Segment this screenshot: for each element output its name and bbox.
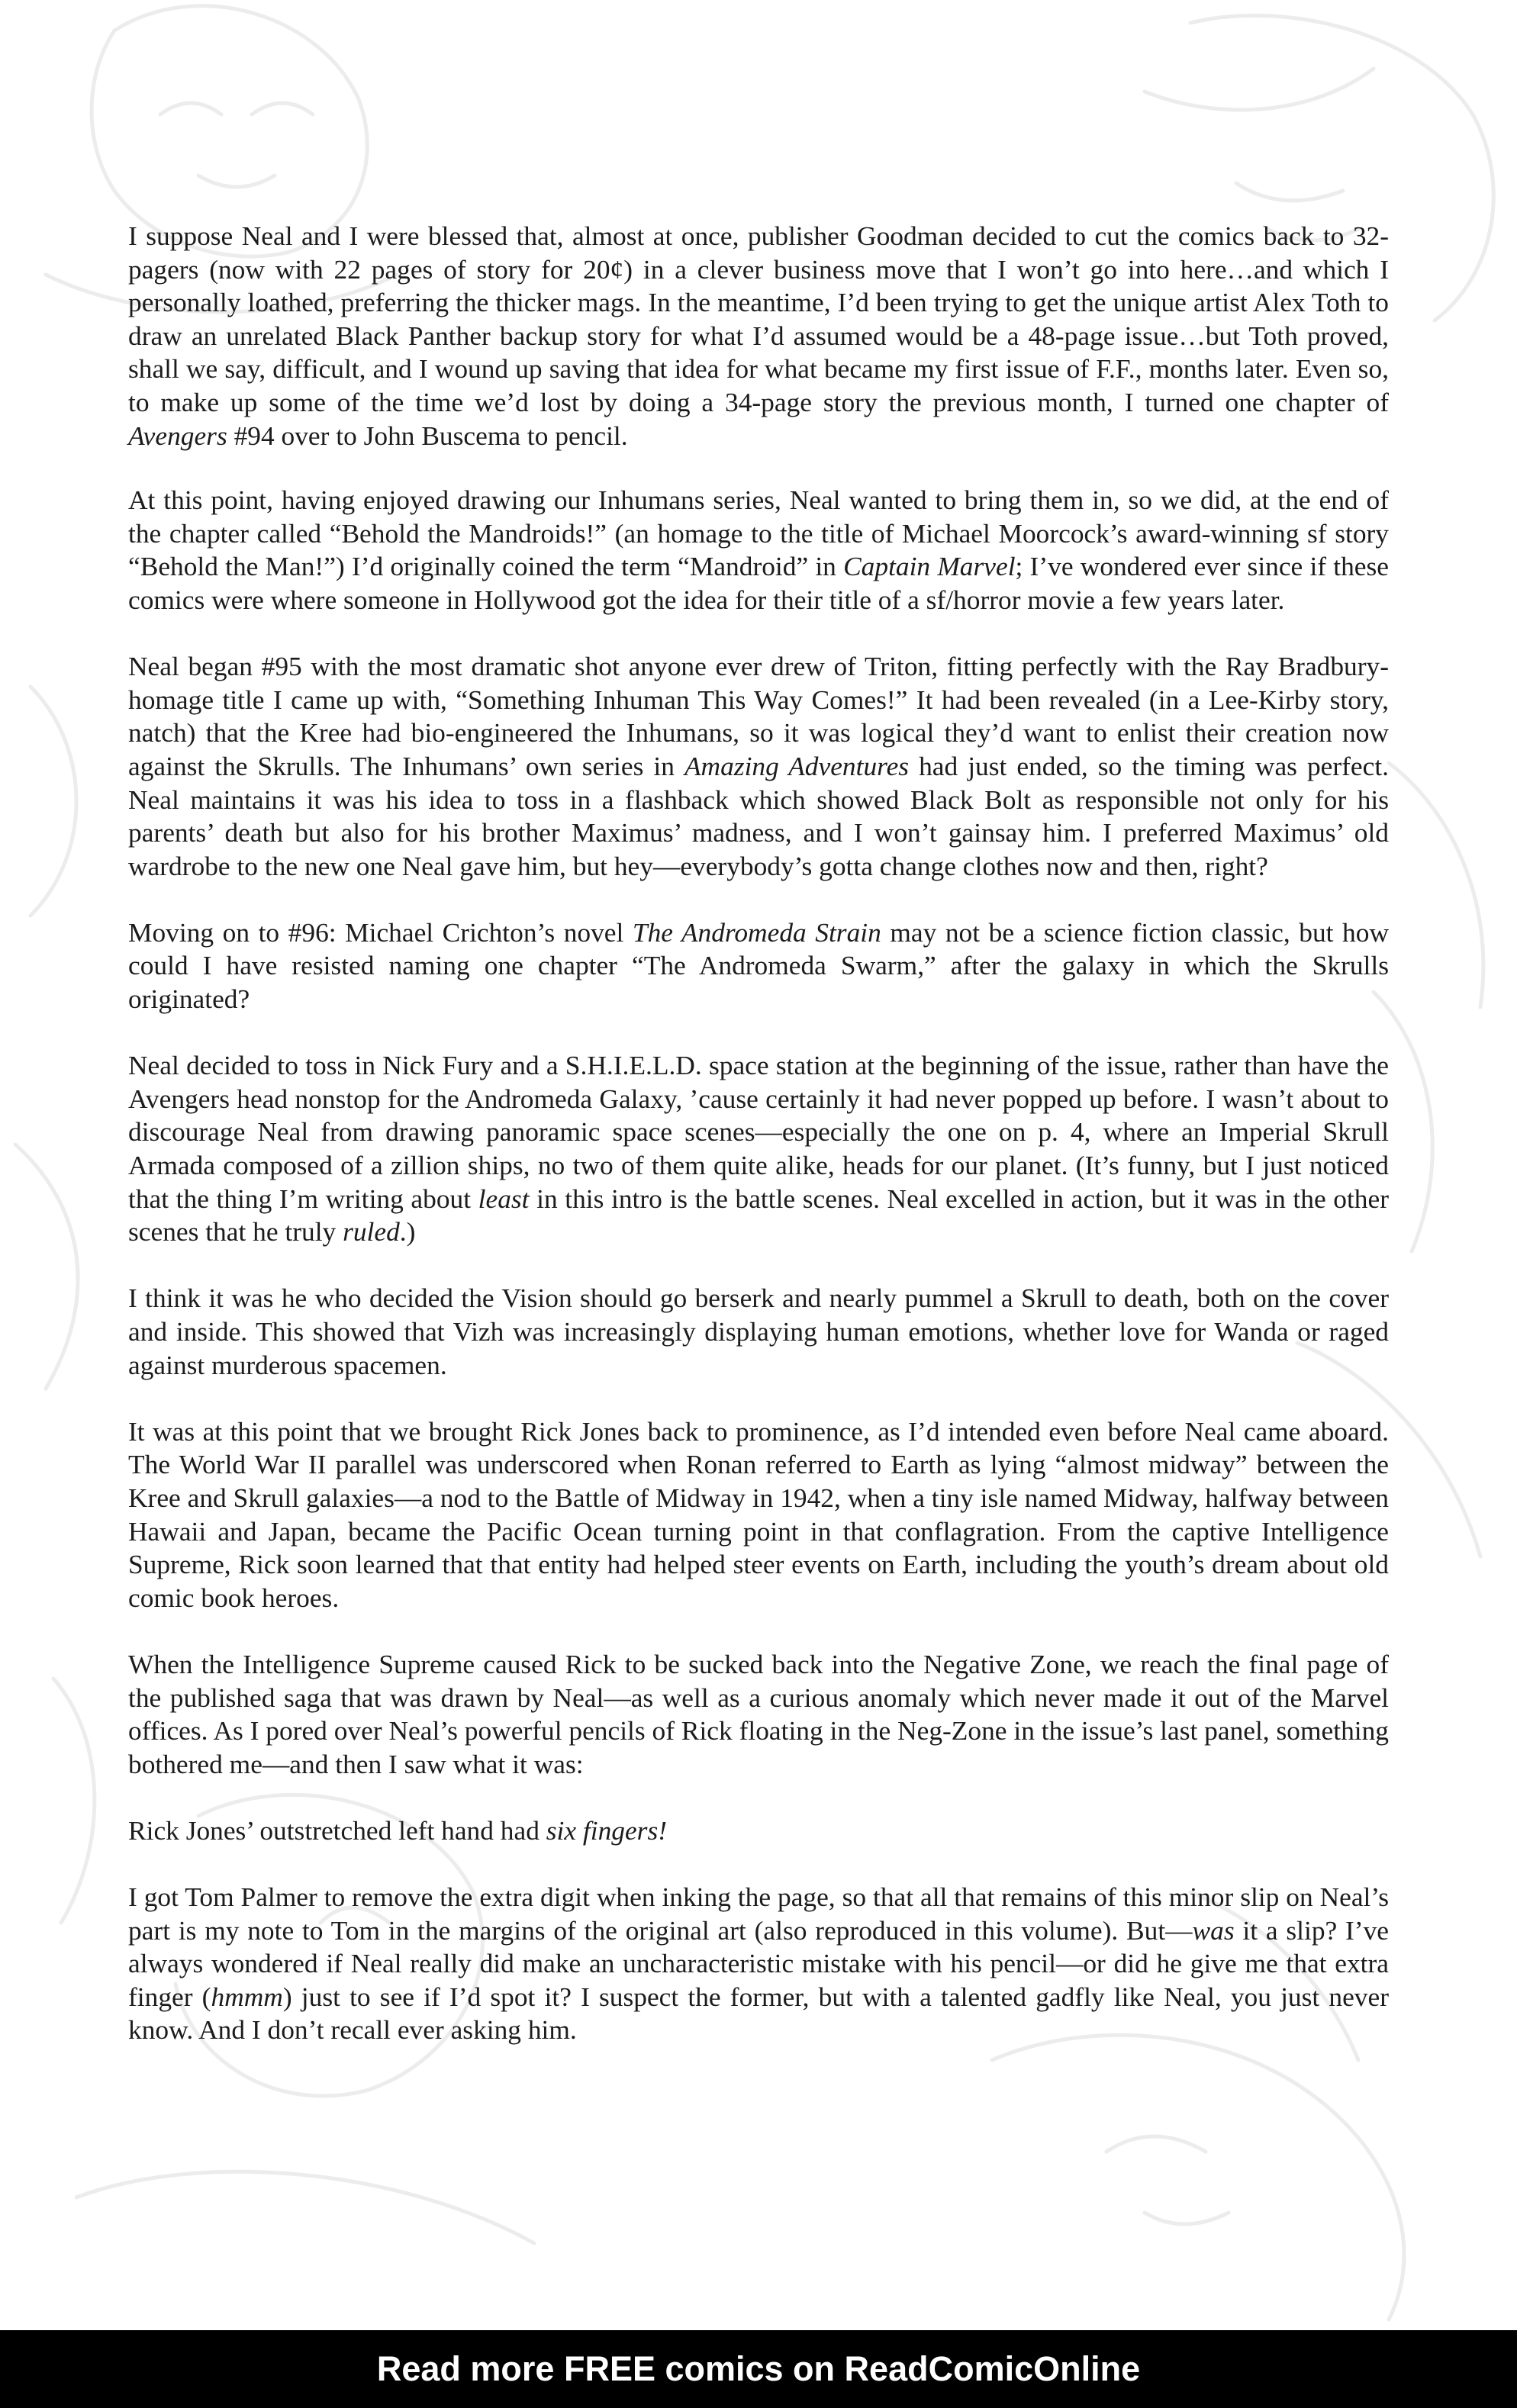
text-run: I think it was he who decided the Vision should go berserk and nearly pummel a Skrull to death, both on the cover and inside. This showed that Vizh was increasingly displaying human emotions, whether love for Wanda or raged against murderous spacemen.: [128, 1283, 1389, 1380]
text-run: #94 over to John Buscema to pencil.: [227, 420, 628, 451]
text-run: I suppose Neal and I were blessed that, almost at once, publisher Goodman decided to cut the comics back to 32-pagers (now with 22 pages of story for 20¢) in a clever business move that I won’t go into here…and which I personally loathed, preferring the thicker mags. In the meantime, I’d been trying to get the unique artist Alex Toth to draw an unrelated Black Panther backup story for what I’d assumed would be a 48-page issue…but Toth proved, shall we say, difficult, and I wound up saving that idea for what became my first issue of F.F., months later. Even so, to make up some of the time we’d lost by doing a 34-page story the previous month, I turned one chapter of: [128, 221, 1389, 417]
text-run: may not be a science fiction classic, but how could I have resisted naming one chapter “The Andromeda Swarm,” after the galaxy in which the Skrulls originated?: [128, 916, 1389, 1015]
text-run: had just ended, so the timing was perfect. Neal maintains it was his idea to toss in a flashback which showed Black Bolt as responsible not only for his parents’ death but also for his brother Maximus’ madness, and I won’t gainsay him. I preferred Maximus’ old wardrobe to the new one Neal gave him, but hey—everybody’s gotta change clothes now and then, right?: [128, 750, 1390, 881]
italic-text-run: six fingers!: [546, 1814, 668, 1846]
italic-text-run: least: [478, 1183, 530, 1214]
text-run: .): [399, 1216, 416, 1247]
article-paragraph: [128, 220, 1389, 452]
text-run: It was at this point that we brought Rick Jones back to prominence, as I’d intended even before Neal came aboard. The World War II parallel was underscored when Ronan referred to Earth as lying “almost midway” between the Kree and Skrull galaxies—a nod to the Battle of Midway in 1942, when a tiny isle named Midway, halfway between Hawaii and Japan, became the Pacific Ocean turning point in that conflagration. From the captive Intelligence Supreme, Rick soon learned that that entity had helped steer events on Earth, including the youth’s dream about old comic book heroes.: [128, 1415, 1389, 1613]
text-run: Neal decided to toss in Nick Fury and a S.H.I.E.L.D. space station at the beginning of the issue, rather than have the Avengers head nonstop for the Andromeda Galaxy, ’cause certainly it had never popped up before. I wasn’t about to discourage Neal from drawing panoramic space scenes—especially the one on p. 4, where an Imperial Skrull Armada composed of a zillion ships, no two of them quite alike, heads for our planet. (It’s funny, but I just noticed that the thing I’m writing about: [128, 1050, 1389, 1214]
text-run: When the Intelligence Supreme caused Rick to be sucked back into the Negative Zone, we reach the final page of the published saga that was drawn by Neal—as well as a curious anomaly which never made it out of the Marvel offices. As I pored over Neal’s powerful pencils of Rick floating in the Neg-Zone in the issue’s last panel, something bothered me—and then I saw what it was:: [128, 1648, 1389, 1779]
article-paragraph: [128, 1415, 1389, 1615]
text-run: At this point, having enjoyed drawing our Inhumans series, Neal wanted to bring them in, so we did, at the end of the chapter called “Behold the Mandroids!” (an homage to the title of Michael Moorcock’s award-winning sf story “Behold the Man!”) I’d originally coined the term “Mandroid” in: [128, 484, 1389, 582]
italic-text-run: ruled: [343, 1216, 400, 1247]
article-paragraph: [128, 1814, 1389, 1848]
article-paragraph: [128, 484, 1389, 616]
article-paragraph: [128, 650, 1389, 883]
text-run: I got Tom Palmer to remove the extra digit when inking the page, so that all that remains of this minor slip on Neal’s part is my note to Tom in the margins of the original art (also reproduced in this volume). But—: [128, 1882, 1389, 1946]
article-paragraph: [128, 1648, 1389, 1781]
article-body: [128, 220, 1389, 2081]
text-run: Moving on to #96: Michael Crichton’s novel: [128, 916, 633, 948]
italic-text-run: The Andromeda Strain: [632, 916, 881, 948]
read-more-banner[interactable]: Read more FREE comics on ReadComicOnline: [0, 2330, 1517, 2408]
text-run: Rick Jones’ outstretched left hand had: [128, 1814, 546, 1846]
text-run: in this intro is the battle scenes. Neal excelled in action, but it was in the other scenes that he truly: [128, 1183, 1389, 1247]
italic-text-run: hmmm: [211, 1981, 283, 2012]
italic-text-run: Captain Marvel: [843, 551, 1016, 582]
text-run: ) just to see if I’d spot it? I suspect the former, but with a talented gadfly like Neal, you just never know. And I don’t recall ever asking him.: [128, 1981, 1389, 2046]
text-run: Neal began #95 with the most dramatic shot anyone ever drew of Triton, fitting perfectly with the Ray Bradbury-homage title I came up with, “Something Inhuman This Way Comes!” It had been revealed (in a Lee-Kirby story, natch) that the Kree had bio-engineered the Inhumans, so it was logical they’d want to enlist their creation now against the Skrulls. The Inhumans’ own series in: [128, 651, 1389, 781]
text-run: it a slip? I’ve always wondered if Neal really did make an uncharacteristic mistake with his pencil—or did he give me that extra finger (: [128, 1914, 1389, 2012]
article-paragraph: [128, 1881, 1389, 2047]
italic-text-run: Amazing Adventures: [684, 750, 910, 781]
article-paragraph: [128, 916, 1389, 1016]
italic-text-run: Avengers: [128, 420, 227, 451]
article-paragraph: [128, 1282, 1389, 1382]
article-paragraph: [128, 1049, 1389, 1249]
swirl-left-edge: [15, 687, 95, 1923]
text-run: ; I’ve wondered ever since if these comics were where someone in Hollywood got the idea for their title of a sf/horror movie a few years later.: [128, 551, 1389, 615]
italic-text-run: was: [1192, 1914, 1235, 1946]
